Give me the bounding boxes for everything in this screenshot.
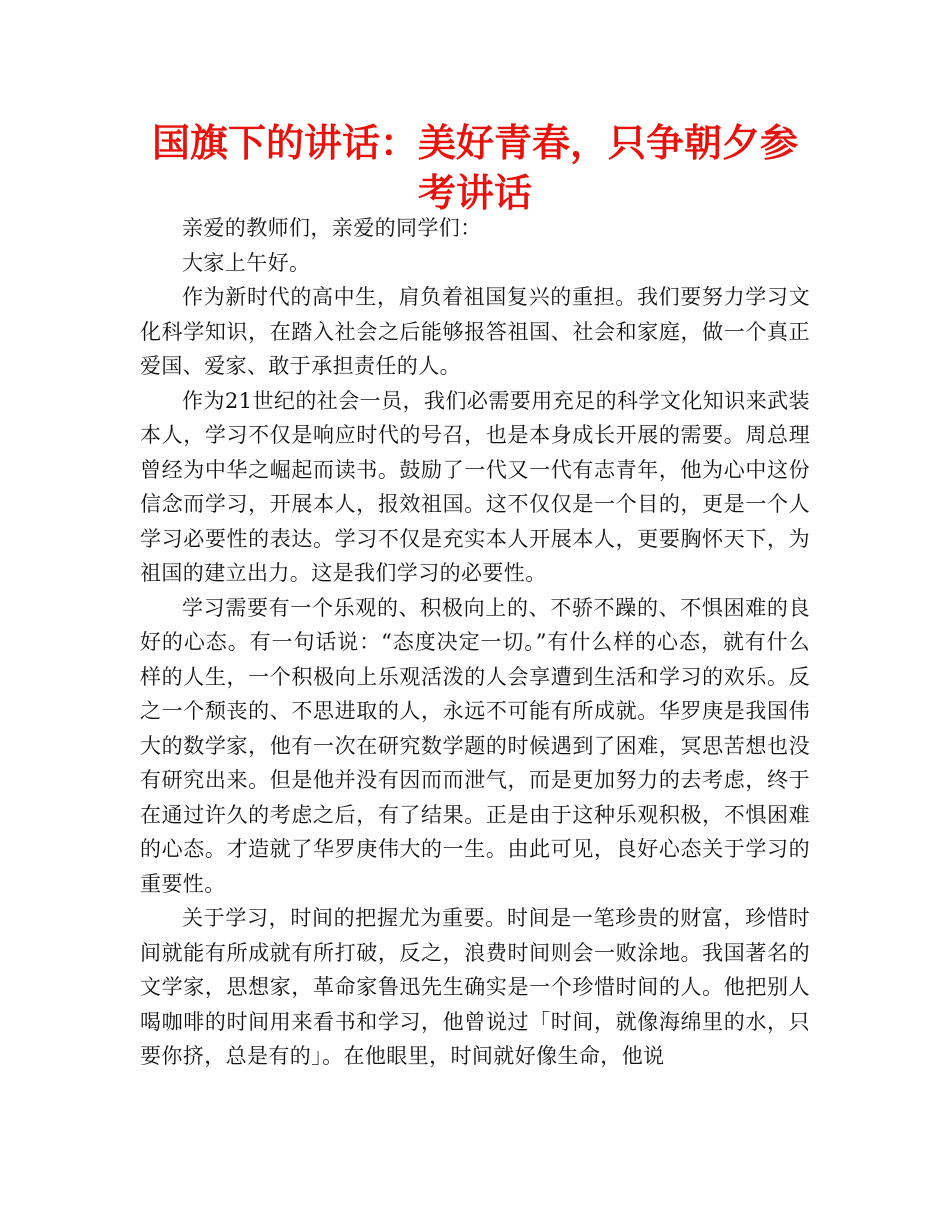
document-body [140,211,810,1074]
body-paragraph: 作为新时代的高中生，肩负着祖国复兴的重担。我们要努力学习文化科学知识，在踏入社会之后能够报答祖国、社会和家庭，做一个真正爱国、爱家、敢于承担责任的人。 [140,285,810,378]
greeting: 大家上午好。 [182,250,311,275]
body-paragraph: 学习需要有一个乐观的、积极向上的、不骄不躁的、不惧困难的良好的心态。有一句话说：“态度决定一切。”有什么样的心态，就有什么样的人生，一个积极向上乐观活泼的人会享遭到生活和学习的欢乐。反之一个颓丧的、不思进取的人，永远不可能有所成就。华罗庚是我国伟大的数学家，他有一次在研究数学题的时候遇到了困难，冥思苦想也没有研究出来。但是他并没有因而而泄气，而是更加努力的去考虑，终于在通过许久的考虑之后，有了结果。正是由于这种乐观积极，不惧困难的心态。才造就了华罗庚伟大的一生。由此可见，良好心态关于学习的重要性。 [140,595,810,896]
document-title: 国旗下的讲话：美好青春，只争朝夕参考讲话 [151,121,798,215]
body-paragraph: 关于学习，时间的把握尤为重要。时间是一笔珍贵的财富，珍惜时间就能有所成就有所打破，反之，浪费时间则会一败涂地。我国著名的文学家，思想家，革命家鲁迅先生确实是一个珍惜时间的人。他把别人喝咖啡的时间用来看书和学习，他曾说过「时间，就像海绵里的水，只要你挤，总是有的」。在他眼里，时间就好像生命，他说 [140,906,810,1068]
salutation: 亲爱的教师们，亲爱的同学们： [182,216,482,240]
body-paragraph: 作为21世纪的社会一员，我们必需要用充足的科学文化知识来武装本人，学习不仅是响应时代的号召，也是本身成长开展的需要。周总理曾经为中华之崛起而读书。鼓励了一代又一代有志青年，他为心中这份信念而学习，开展本人，报效祖国。这不仅仅是一个目的，更是一个人学习必要性的表达。学习不仅是充实本人开展本人，更要胸怀天下，为祖国的建立出力。这是我们学习的必要性。 [140,388,810,585]
